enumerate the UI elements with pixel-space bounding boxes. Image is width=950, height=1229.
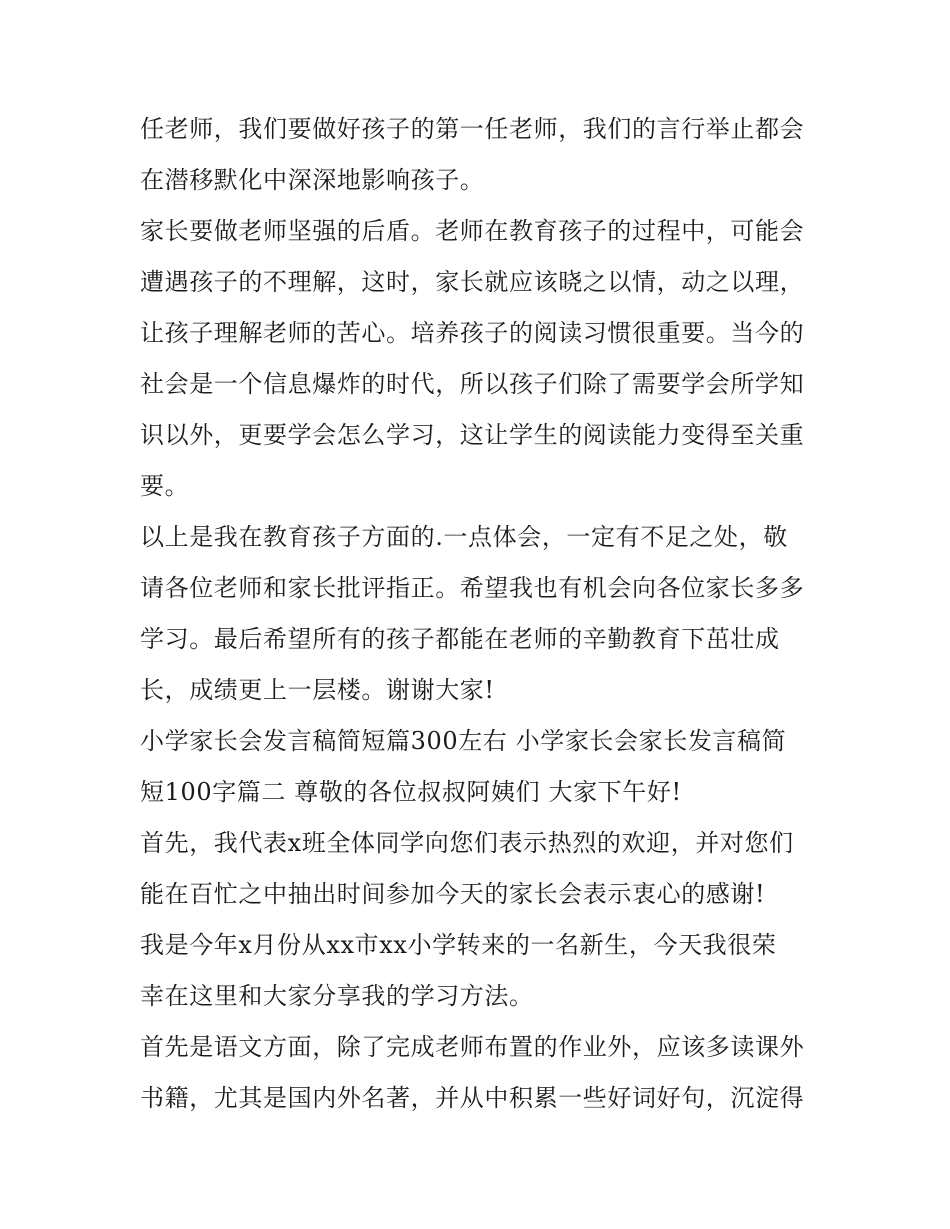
text-line-10: 请各位老师和家长批评指正。希望我也有机会向各位家长多多 bbox=[140, 574, 805, 602]
text-line-2: 在潜移默化中深深地影响孩子。 bbox=[140, 166, 485, 194]
text-line-17: 我是今年x月份从xx市xx小学转来的一名新生，今天我很荣 bbox=[140, 931, 777, 959]
text-line-15: 首先，我代表x班全体同学向您们表示热烈的欢迎，并对您们 bbox=[140, 829, 794, 857]
text-line-13: 小学家长会发言稿简短篇300左右 小学家长会家长发言稿简 bbox=[140, 727, 787, 755]
text-line-16: 能在百忙之中抽出时间参加今天的家长会表示衷心的感谢! bbox=[140, 880, 766, 908]
text-line-20: 书籍，尤其是国内外名著，并从中积累一些好词好句，沉淀得 bbox=[140, 1084, 805, 1112]
document-body bbox=[140, 104, 820, 1124]
text-line-11: 学习。最后希望所有的孩子都能在老师的辛勤教育下茁壮成 bbox=[140, 625, 780, 653]
text-line-5: 让孩子理解老师的苦心。培养孩子的阅读习惯很重要。当今的 bbox=[140, 319, 805, 347]
text-line-9: 以上是我在教育孩子方面的.一点体会，一定有不足之处，敬 bbox=[140, 523, 788, 551]
text-line-4: 遭遇孩子的不理解，这时，家长就应该晓之以情，动之以理， bbox=[140, 268, 805, 296]
text-line-6: 社会是一个信息爆炸的时代，所以孩子们除了需要学会所学知 bbox=[140, 370, 805, 398]
text-line-7: 识以外，更要学会怎么学习，这让学生的阅读能力变得至关重 bbox=[140, 421, 805, 449]
text-line-18: 幸在这里和大家分享我的学习方法。 bbox=[140, 982, 534, 1010]
text-line-3: 家长要做老师坚强的后盾。老师在教育孩子的过程中，可能会 bbox=[140, 217, 805, 245]
text-line-19: 首先是语文方面，除了完成老师布置的作业外，应该多读课外 bbox=[140, 1033, 805, 1061]
text-line-1: 任老师，我们要做好孩子的第一任老师，我们的言行举止都会 bbox=[140, 115, 805, 143]
text-line-12: 长，成绩更上一层楼。谢谢大家! bbox=[140, 676, 495, 704]
text-line-8: 要。 bbox=[140, 472, 190, 500]
text-line-14: 短100字篇二 尊敬的各位叔叔阿姨们 大家下午好! bbox=[140, 778, 682, 806]
